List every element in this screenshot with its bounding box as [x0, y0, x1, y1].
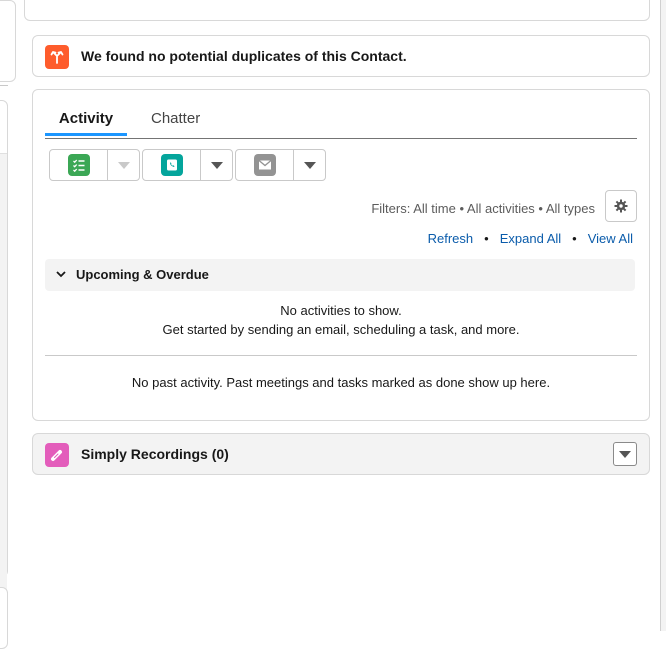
no-activities-text: No activities to show. [280, 303, 402, 318]
email-button[interactable] [236, 150, 294, 180]
upcoming-overdue-section[interactable] [45, 259, 635, 291]
recordings-menu-button[interactable] [613, 442, 637, 466]
simply-recordings-title[interactable]: Simply Recordings (0) [81, 446, 229, 462]
recording-icon [45, 443, 69, 467]
get-started-text: Get started by sending an email, scheduling a task, and more. [162, 322, 520, 337]
scrollbar-track[interactable] [661, 0, 666, 631]
merge-icon [45, 45, 69, 69]
chevron-down-icon [619, 451, 631, 458]
email-group [235, 149, 326, 181]
left-panel-card [0, 587, 8, 649]
chevron-down-icon [118, 162, 130, 169]
log-call-button[interactable] [143, 150, 201, 180]
simply-recordings-card [32, 433, 650, 475]
activity-tabs [45, 110, 637, 139]
left-panel-card [0, 0, 16, 82]
left-panel-card [0, 100, 8, 577]
email-dropdown[interactable] [294, 150, 325, 180]
chevron-down-icon [211, 162, 223, 169]
no-past-activity-text: No past activity. Past meetings and tasks marked as done show up here. [131, 375, 551, 390]
chevron-down-icon [304, 162, 316, 169]
tab-activity[interactable]: Activity [45, 110, 127, 136]
refresh-link[interactable]: Refresh [427, 231, 474, 246]
filter-settings-button[interactable] [605, 190, 637, 222]
link-separator: • [572, 231, 577, 246]
expand-all-link[interactable]: Expand All [499, 231, 562, 246]
new-task-button[interactable] [50, 150, 108, 180]
gear-icon [614, 199, 628, 213]
duplicates-banner [32, 35, 650, 77]
new-task-dropdown[interactable] [108, 150, 139, 180]
activity-card [32, 89, 650, 421]
chevron-down-icon [55, 268, 67, 280]
tab-chatter[interactable]: Chatter [151, 110, 201, 127]
log-call-group [142, 149, 233, 181]
activity-filters: Filters: All time • All activities • All types [371, 201, 595, 216]
upcoming-overdue-title: Upcoming & Overdue [76, 267, 209, 282]
new-task-group [49, 149, 140, 181]
section-divider [45, 355, 637, 356]
left-panel-divider [0, 85, 8, 86]
view-all-link[interactable]: View All [587, 231, 633, 246]
log-call-dropdown[interactable] [201, 150, 232, 180]
task-icon [68, 154, 90, 176]
activity-links [428, 231, 633, 246]
header-card [24, 0, 650, 21]
phone-icon [161, 154, 183, 176]
email-icon [254, 154, 276, 176]
link-separator: • [484, 231, 489, 246]
duplicates-message: We found no potential duplicates of this Contact. [81, 48, 407, 64]
